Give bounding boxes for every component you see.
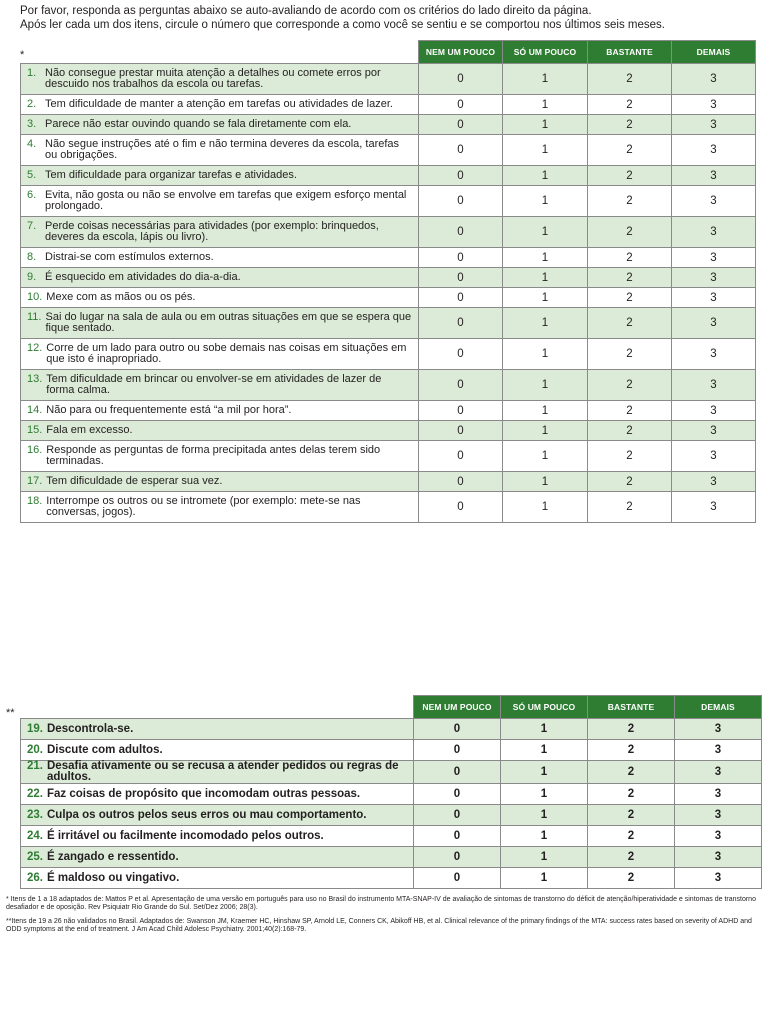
score-option[interactable]: 1	[503, 217, 588, 248]
score-option[interactable]: 0	[414, 805, 501, 826]
question-number: 13.	[27, 373, 43, 385]
score-option[interactable]: 3	[672, 401, 756, 421]
question-text-cell	[21, 248, 419, 268]
question-text-cell	[21, 186, 419, 217]
score-option[interactable]: 3	[672, 95, 756, 115]
question-number: 16.	[27, 444, 43, 456]
question-row	[21, 740, 762, 761]
question-text: É irritável ou facilmente incomodado pelos outros.	[47, 829, 324, 842]
score-option[interactable]: 0	[419, 64, 503, 95]
question-number: 14.	[27, 404, 43, 416]
question-text: Mexe com as mãos ou os pés.	[46, 291, 196, 303]
question-text-cell	[21, 492, 419, 523]
score-option[interactable]: 0	[414, 784, 501, 805]
score-option[interactable]: 1	[503, 421, 588, 441]
score-option[interactable]: 2	[588, 166, 672, 186]
score-option[interactable]: 3	[675, 784, 762, 805]
question-text: Parece não estar ouvindo quando se fala diretamente com ela.	[45, 118, 352, 130]
question-number: 15.	[27, 424, 43, 436]
score-option[interactable]: 1	[503, 492, 588, 523]
question-number: 7.	[27, 220, 37, 232]
score-option[interactable]: 0	[419, 441, 503, 472]
question-text: Faz coisas de propósito que incomodam outras pessoas.	[47, 787, 361, 800]
question-text: Fala em excesso.	[46, 424, 133, 436]
score-option[interactable]: 2	[588, 268, 672, 288]
question-number: 3.	[27, 118, 37, 130]
question-text-cell	[21, 64, 419, 95]
score-option[interactable]: 3	[672, 308, 756, 339]
question-text-cell	[21, 441, 419, 472]
score-option[interactable]: 1	[503, 95, 588, 115]
score-option[interactable]: 1	[503, 166, 588, 186]
score-option[interactable]: 3	[672, 421, 756, 441]
question-number: 2.	[27, 98, 37, 110]
score-option[interactable]: 0	[419, 339, 503, 370]
score-option[interactable]: 1	[501, 784, 588, 805]
score-option[interactable]: 3	[672, 492, 756, 523]
question-text-cell	[21, 401, 419, 421]
question-row	[21, 719, 762, 740]
question-text-cell	[21, 288, 419, 308]
score-option[interactable]: 3	[672, 370, 756, 401]
score-option[interactable]: 2	[588, 441, 672, 472]
question-text: Responde as perguntas de forma precipitada antes delas terem sido terminadas.	[46, 444, 381, 467]
score-option[interactable]: 3	[672, 472, 756, 492]
score-option[interactable]: 0	[414, 868, 501, 889]
score-option[interactable]: 0	[419, 95, 503, 115]
score-option[interactable]: 2	[588, 401, 672, 421]
score-option[interactable]: 0	[419, 401, 503, 421]
score-option[interactable]: 0	[414, 847, 501, 868]
score-option[interactable]: 0	[419, 472, 503, 492]
table1-marker: *	[20, 49, 25, 61]
score-option[interactable]: 3	[675, 719, 762, 740]
question-number: 22.	[27, 787, 43, 800]
score-option[interactable]: 2	[588, 805, 675, 826]
question-text: Tem dificuldade de manter a atenção em tarefas ou atividades de lazer.	[45, 98, 393, 110]
score-option[interactable]: 1	[503, 268, 588, 288]
score-option[interactable]: 2	[588, 95, 672, 115]
score-option[interactable]: 2	[588, 64, 672, 95]
score-option[interactable]: 3	[672, 166, 756, 186]
score-option[interactable]: 1	[501, 805, 588, 826]
question-text-cell	[21, 421, 419, 441]
score-option[interactable]: 2	[588, 719, 675, 740]
question-text: Corre de um lado para outro ou sobe demais nas coisas em situações em que isto é inapropriado.	[46, 342, 407, 365]
score-option[interactable]: 3	[675, 805, 762, 826]
score-option[interactable]: 2	[588, 472, 672, 492]
score-option[interactable]: 1	[503, 248, 588, 268]
question-text-cell	[21, 784, 414, 805]
score-option[interactable]: 3	[675, 868, 762, 889]
question-row	[21, 248, 756, 268]
question-text: Distrai-se com estímulos externos.	[45, 251, 214, 263]
question-text: Descontrola-se.	[47, 722, 134, 735]
score-option[interactable]: 2	[588, 492, 672, 523]
question-number: 19.	[27, 722, 43, 735]
score-option[interactable]: 2	[588, 339, 672, 370]
question-row	[21, 217, 756, 248]
table2-marker: **	[6, 707, 15, 719]
score-option[interactable]: 1	[501, 847, 588, 868]
score-option[interactable]: 3	[675, 761, 762, 784]
col-header-nem-um-pouco: NEM UM POUCO	[414, 696, 501, 719]
col-header-so-um-pouco: SÓ UM POUCO	[503, 41, 588, 64]
score-option[interactable]: 1	[503, 135, 588, 166]
question-text-cell	[21, 217, 419, 248]
question-number: 21.	[27, 760, 43, 772]
question-row	[21, 64, 756, 95]
score-option[interactable]: 3	[675, 740, 762, 761]
score-option[interactable]: 3	[675, 826, 762, 847]
score-option[interactable]: 1	[503, 186, 588, 217]
score-option[interactable]: 2	[588, 370, 672, 401]
question-text: Desafia ativamente ou se recusa a atender pedidos ou regras de adultos.	[47, 760, 399, 783]
score-option[interactable]: 3	[675, 847, 762, 868]
question-text-cell	[21, 761, 414, 784]
question-text: Tem dificuldade para organizar tarefas e atividades.	[45, 169, 297, 181]
question-number: 6.	[27, 189, 37, 201]
question-row	[21, 401, 756, 421]
question-row	[21, 186, 756, 217]
score-option[interactable]: 1	[503, 472, 588, 492]
question-row	[21, 308, 756, 339]
question-number: 11.	[27, 311, 42, 323]
question-text-cell	[21, 868, 414, 889]
score-option[interactable]: 0	[419, 135, 503, 166]
question-text-cell	[21, 826, 414, 847]
score-option[interactable]: 0	[419, 217, 503, 248]
footnote-1: * Itens de 1 a 18 adaptados de: Mattos P et al. Apresentação de uma versão em português para uso no Brasil do instrumento MTA-SNAP-IV de avaliação de sintomas de transtorno do déficit de atenção/hiperatividade e sintomas de transtorno desafiador e de oposição. Rev Psiquiatr Rio Grande do Sul. Set/Dez 2006; 28(3).	[6, 896, 756, 911]
score-option[interactable]: 1	[503, 339, 588, 370]
score-option[interactable]: 2	[588, 847, 675, 868]
score-option[interactable]: 0	[419, 370, 503, 401]
score-option[interactable]: 2	[588, 868, 675, 889]
score-option[interactable]: 2	[588, 217, 672, 248]
question-number: 18.	[27, 495, 43, 507]
question-number: 24.	[27, 829, 43, 842]
score-option[interactable]: 1	[503, 288, 588, 308]
score-option[interactable]: 0	[419, 186, 503, 217]
score-option[interactable]: 1	[501, 740, 588, 761]
col-header-demais: DEMAIS	[675, 696, 762, 719]
instructions-line-2: Após ler cada um dos itens, circule o número que corresponde a como você se sentiu e se comportou nos últimos seis meses.	[20, 19, 665, 31]
score-option[interactable]: 3	[672, 186, 756, 217]
question-text: Sai do lugar na sala de aula ou em outras situações em que se espera que fique sentado.	[45, 311, 412, 334]
score-option[interactable]: 2	[588, 761, 675, 784]
question-row	[21, 441, 756, 472]
score-option[interactable]: 1	[501, 719, 588, 740]
score-option[interactable]: 1	[503, 370, 588, 401]
score-option[interactable]: 2	[588, 135, 672, 166]
question-text: Evita, não gosta ou não se envolve em tarefas que exigem esforço mental prolongado.	[45, 189, 407, 212]
score-option[interactable]: 0	[419, 115, 503, 135]
score-option[interactable]: 2	[588, 186, 672, 217]
col-header-demais: DEMAIS	[672, 41, 756, 64]
score-option[interactable]: 0	[419, 166, 503, 186]
question-text: É esquecido em atividades do dia-a-dia.	[45, 271, 241, 283]
score-option[interactable]: 3	[672, 115, 756, 135]
score-option[interactable]: 0	[419, 268, 503, 288]
question-number: 20.	[27, 743, 43, 756]
question-row	[21, 95, 756, 115]
score-option[interactable]: 2	[588, 421, 672, 441]
question-text: É maldoso ou vingativo.	[47, 871, 180, 884]
instructions	[20, 4, 760, 32]
instructions-line-1: Por favor, responda as perguntas abaixo se auto-avaliando de acordo com os critérios do lado direito da página.	[20, 5, 592, 17]
score-option[interactable]: 3	[672, 217, 756, 248]
question-number: 10.	[27, 291, 43, 303]
score-option[interactable]: 3	[672, 339, 756, 370]
question-text-cell	[21, 308, 419, 339]
question-text-cell	[21, 268, 419, 288]
score-option[interactable]: 1	[503, 441, 588, 472]
question-row	[21, 421, 756, 441]
question-row	[21, 370, 756, 401]
question-number: 25.	[27, 850, 43, 863]
question-number: 17.	[27, 475, 43, 487]
score-option[interactable]: 0	[419, 421, 503, 441]
question-text: Tem dificuldade em brincar ou envolver-se em atividades de lazer de forma calma.	[46, 373, 382, 396]
col-header-nem-um-pouco: NEM UM POUCO	[419, 41, 503, 64]
question-text-cell	[21, 115, 419, 135]
question-row	[21, 805, 762, 826]
score-option[interactable]: 2	[588, 115, 672, 135]
score-option[interactable]: 0	[414, 761, 501, 784]
header-blank	[21, 41, 419, 64]
score-option[interactable]: 0	[414, 826, 501, 847]
score-option[interactable]: 3	[672, 288, 756, 308]
questionnaire-table-1	[20, 40, 756, 523]
question-row	[21, 135, 756, 166]
score-option[interactable]: 1	[503, 64, 588, 95]
question-text: Culpa os outros pelos seus erros ou mau comportamento.	[47, 808, 367, 821]
score-option[interactable]: 2	[588, 308, 672, 339]
col-header-bastante: BASTANTE	[588, 696, 675, 719]
score-option[interactable]: 1	[503, 308, 588, 339]
questionnaire-table-2	[20, 695, 762, 889]
question-row	[21, 784, 762, 805]
score-option[interactable]: 0	[414, 719, 501, 740]
question-row	[21, 166, 756, 186]
score-option[interactable]: 3	[672, 268, 756, 288]
score-option[interactable]: 2	[588, 288, 672, 308]
question-text: Perde coisas necessárias para atividades (por exemplo: brinquedos, deveres da escola, lápis ou livro).	[45, 220, 379, 243]
footnote-2: **Itens de 19 a 26 não validados no Brasil. Adaptados de: Swanson JM, Kraemer HC, Hinshaw SP, Arnold LE, Conners CK, Abikoff HB, et al. Clinical relevance of the primary findings of the MTA: success rates based on severity of ADHD and ODD symptoms at the end of treatment. J Am Acad Child Adolesc Psychiatry. 2001;40(2):168-79.	[6, 918, 752, 933]
score-option[interactable]: 1	[501, 868, 588, 889]
score-option[interactable]: 2	[588, 248, 672, 268]
question-row	[21, 492, 756, 523]
score-option[interactable]: 0	[419, 248, 503, 268]
question-text: É zangado e ressentido.	[47, 850, 179, 863]
question-text-cell	[21, 472, 419, 492]
header-blank	[21, 696, 414, 719]
question-row	[21, 847, 762, 868]
question-row	[21, 288, 756, 308]
score-option[interactable]: 1	[501, 826, 588, 847]
question-row	[21, 339, 756, 370]
question-number: 12.	[27, 342, 43, 354]
question-text: Discute com adultos.	[47, 743, 163, 756]
question-text-cell	[21, 740, 414, 761]
question-text-cell	[21, 166, 419, 186]
question-text: Não segue instruções até o fim e não termina deveres da escola, tarefas ou obrigações.	[45, 138, 400, 161]
score-option[interactable]: 2	[588, 826, 675, 847]
question-number: 4.	[27, 138, 37, 150]
question-text-cell	[21, 339, 419, 370]
score-option[interactable]: 3	[672, 441, 756, 472]
question-text-cell	[21, 719, 414, 740]
question-text-cell	[21, 135, 419, 166]
score-option[interactable]: 1	[503, 115, 588, 135]
score-option[interactable]: 0	[414, 740, 501, 761]
question-row	[21, 761, 762, 784]
question-text: Interrompe os outros ou se intromete (por exemplo: mete-se nas conversas, jogos).	[46, 495, 361, 518]
score-option[interactable]: 0	[419, 288, 503, 308]
question-row	[21, 472, 756, 492]
question-row	[21, 868, 762, 889]
score-option[interactable]: 0	[419, 492, 503, 523]
question-text: Não consegue prestar muita atenção a detalhes ou comete erros por descuido nos trabalhos da escola ou tarefas.	[45, 67, 381, 90]
question-text-cell	[21, 805, 414, 826]
question-text-cell	[21, 370, 419, 401]
score-option[interactable]: 3	[672, 135, 756, 166]
question-number: 9.	[27, 271, 37, 283]
score-option[interactable]: 0	[419, 308, 503, 339]
question-text-cell	[21, 847, 414, 868]
score-option[interactable]: 3	[672, 64, 756, 95]
question-number: 26.	[27, 871, 43, 884]
col-header-bastante: BASTANTE	[588, 41, 672, 64]
score-option[interactable]: 2	[588, 740, 675, 761]
score-option[interactable]: 3	[672, 248, 756, 268]
question-number: 8.	[27, 251, 37, 263]
score-option[interactable]: 1	[501, 761, 588, 784]
question-number: 5.	[27, 169, 37, 181]
question-text-cell	[21, 95, 419, 115]
question-text: Não para ou frequentemente está “a mil por hora”.	[46, 404, 292, 416]
question-text: Tem dificuldade de esperar sua vez.	[46, 475, 223, 487]
score-option[interactable]: 2	[588, 784, 675, 805]
col-header-so-um-pouco: SÓ UM POUCO	[501, 696, 588, 719]
question-number: 1.	[27, 67, 37, 79]
question-number: 23.	[27, 808, 43, 821]
score-option[interactable]: 1	[503, 401, 588, 421]
question-row	[21, 115, 756, 135]
question-row	[21, 826, 762, 847]
question-row	[21, 268, 756, 288]
